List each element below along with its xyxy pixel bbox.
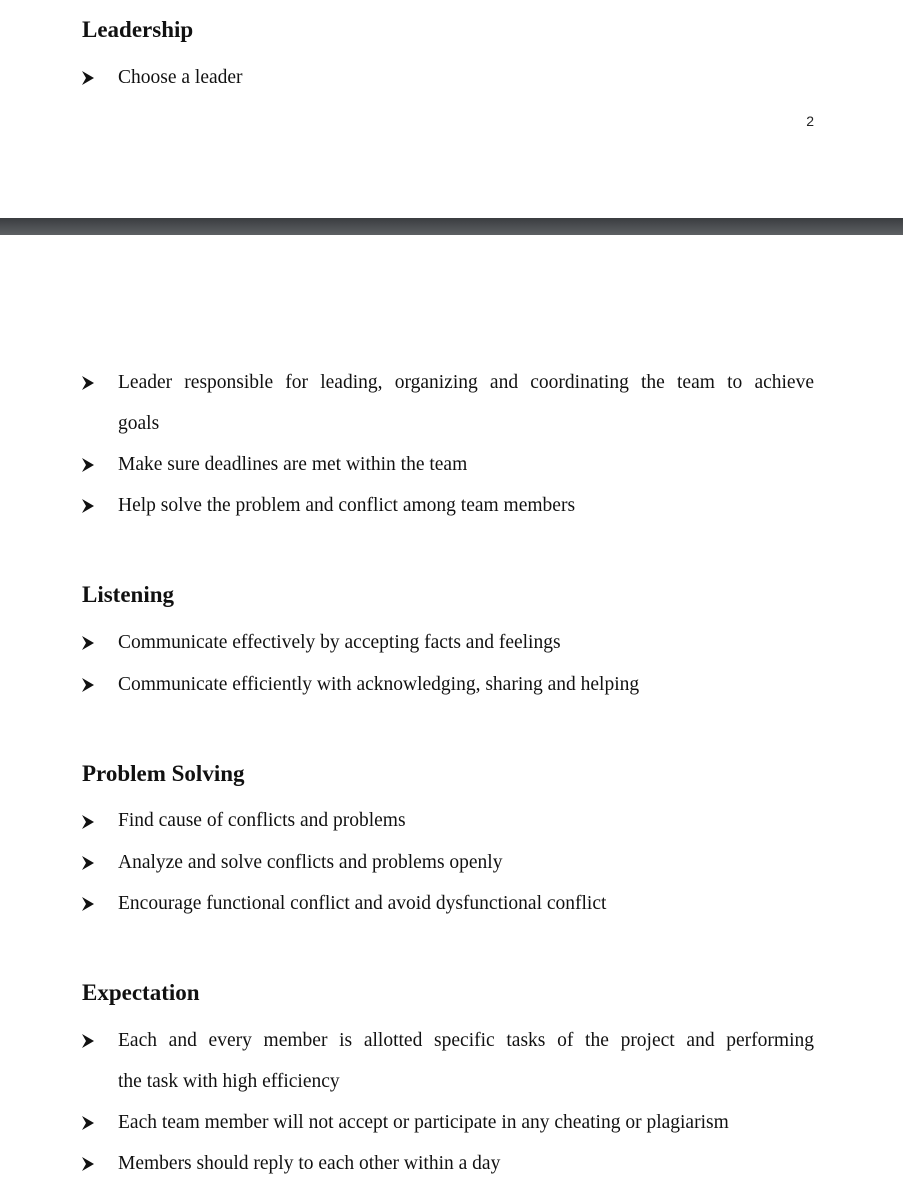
list-item: Each team member will not accept or participate in any cheating or plagiarism xyxy=(118,1112,729,1133)
arrow-bullet-icon xyxy=(82,1116,94,1130)
arrow-bullet-icon xyxy=(82,376,94,390)
page-number: 2 xyxy=(806,113,814,129)
section-heading-listening: Listening xyxy=(82,582,175,607)
arrow-bullet-icon xyxy=(82,1157,94,1171)
list-item-continuation: goals xyxy=(118,413,160,434)
list-item: Members should reply to each other within a day xyxy=(118,1153,501,1174)
list-item: Make sure deadlines are met within the team xyxy=(118,454,468,475)
list-item: Choose a leader xyxy=(118,67,243,88)
arrow-bullet-icon xyxy=(82,499,94,513)
arrow-bullet-icon xyxy=(82,897,94,911)
arrow-bullet-icon xyxy=(82,815,94,829)
arrow-bullet-icon xyxy=(82,458,94,472)
section-heading-problem-solving: Problem Solving xyxy=(82,761,245,786)
arrow-bullet-icon xyxy=(82,636,94,650)
arrow-bullet-icon xyxy=(82,71,94,85)
arrow-bullet-icon xyxy=(82,856,94,870)
list-item: Communicate effectively by accepting facts and feelings xyxy=(118,632,561,653)
section-heading-expectation: Expectation xyxy=(82,980,200,1005)
page-separator xyxy=(0,218,903,235)
list-item-continuation: the task with high efficiency xyxy=(118,1071,340,1092)
section-heading-leadership: Leadership xyxy=(82,17,194,42)
list-item: Analyze and solve conflicts and problems openly xyxy=(118,852,503,873)
list-item: Each and every member is allotted specific tasks of the project and performing xyxy=(118,1030,814,1051)
arrow-bullet-icon xyxy=(82,678,94,692)
list-item: Leader responsible for leading, organizing and coordinating the team to achieve xyxy=(118,372,814,393)
list-item: Communicate efficiently with acknowledging, sharing and helping xyxy=(118,674,640,695)
list-item: Help solve the problem and conflict among team members xyxy=(118,495,576,516)
list-item: Encourage functional conflict and avoid dysfunctional conflict xyxy=(118,893,607,914)
list-item: Find cause of conflicts and problems xyxy=(118,810,406,831)
arrow-bullet-icon xyxy=(82,1034,94,1048)
